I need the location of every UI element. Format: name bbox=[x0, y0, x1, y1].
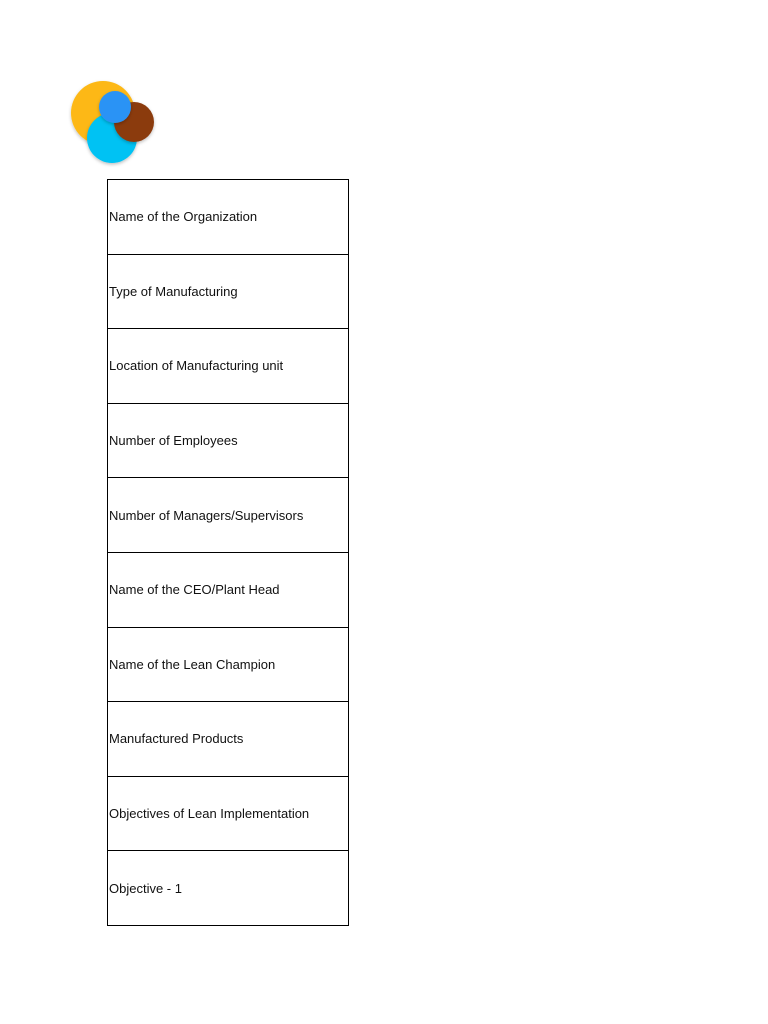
table-row bbox=[108, 552, 349, 627]
table-row bbox=[108, 702, 349, 777]
table-row bbox=[108, 478, 349, 553]
table-row bbox=[108, 254, 349, 329]
table-row bbox=[108, 180, 349, 255]
table-row bbox=[108, 329, 349, 404]
row-label-manufacturing-type: Type of Manufacturing bbox=[108, 254, 349, 329]
row-label-organization: Name of the Organization bbox=[108, 180, 349, 255]
table-row bbox=[108, 403, 349, 478]
organization-info-table bbox=[107, 179, 349, 926]
row-label-ceo: Name of the CEO/Plant Head bbox=[108, 552, 349, 627]
row-label-location: Location of Manufacturing unit bbox=[108, 329, 349, 404]
row-label-products: Manufactured Products bbox=[108, 702, 349, 777]
company-logo-icon bbox=[68, 78, 158, 168]
logo-blue-circle bbox=[99, 91, 131, 123]
table-row bbox=[108, 627, 349, 702]
row-label-employees: Number of Employees bbox=[108, 403, 349, 478]
row-label-objective-1: Objective - 1 bbox=[108, 851, 349, 926]
table-row bbox=[108, 776, 349, 851]
row-label-lean-champion: Name of the Lean Champion bbox=[108, 627, 349, 702]
table-row bbox=[108, 851, 349, 926]
row-label-objectives: Objectives of Lean Implementation bbox=[108, 776, 349, 851]
row-label-managers: Number of Managers/Supervisors bbox=[108, 478, 349, 553]
